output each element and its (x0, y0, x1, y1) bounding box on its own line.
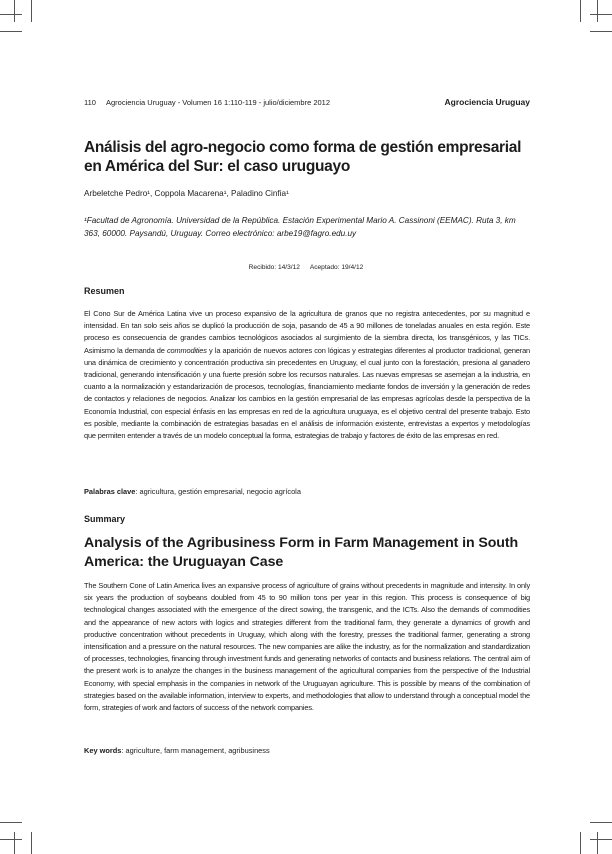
crop-mark (0, 839, 22, 840)
summary-text: The Southern Cone of Latin America lives an expansive process of agriculture of grains without precedents in magnitude and intensity. In only six years the production of soybeans doubled from 45 to 90 million tons per year in this region. This process is consequence of big technological changes associated with the emergence of the direct sowing, the transgenic, and the ICTs. Also the demands of commodities and the appearance of new actors with logics and strategies different from the traditional farm, they generate a dynamics of growth and productive concentration without precedents in Uruguay, which along with the forestry, presses the traditional farmer, generating a strong intensification and a pressure on the natural resources. The new companies are alike the industry, as for the normalization and standardization of processes, technologies, financing through investment funds and generating networks of contacts and business relations. The central aim of the present work is to analyze the changes in the business management of the agricultural companies from the perspective of the Industrial Economy, with special emphasis in the companies in network of the Uruguayan agriculture. This is possible by means of the combination of strategies based on the available information, interview to experts, and methodologies that allow to understand through a conceptual model the form, strategies of work and factors of success of the network companies. (84, 581, 530, 713)
resumen-heading: Resumen (84, 286, 125, 296)
crop-mark (0, 14, 22, 15)
crop-mark (0, 822, 22, 823)
crop-mark (14, 0, 15, 22)
page-number: 110 (84, 98, 96, 107)
resumen-text-italic: commodities (166, 345, 207, 355)
resumen-text-part: y la aparición de nuevos actores con lógicas y estrategias diferentes al productor tradicional, generan una dinámica de crecimiento y concentración productiva sin precedentes en Uruguay, el cual junto con la forestación, presiona al ganadero tradicional, generando intensificación y una fuerte presión sobre los recursos naturales. Las nuevas empresas se asemejan a la industria, en cuanto a la normalización y estandarización de procesos, tecnologías, financiamiento mediante fondos de inversión y la generación de redes de contactos y relaciones de negocios. Analizar los cambios en la gestión empresarial de las empresas agrícolas desde la perspectiva de la Economía Industrial, con especial énfasis en las empresas en red de la agricultura uruguaya, es el objetivo central del presente trabajo. Esto es posible, mediante la combinación de estrategias basadas en el análisis de información existente, entrevistas a expertos y metodologías que permiten entender a través de un modelo conceptual la forma, estrategias de trabajo y factores de éxito de las empresas en red. (84, 345, 530, 441)
crop-mark (0, 31, 22, 32)
article-title-es: Análisis del agro-negocio como forma de gestión empresarial en América del Sur: el caso uruguayo (84, 139, 522, 175)
keywords-label: Palabras clave (84, 487, 136, 496)
palabras-clave (84, 487, 301, 496)
keywords-label: Key words (84, 746, 122, 755)
received-date: Recibido: 14/3/12 (248, 264, 300, 271)
author-list: Arbeletche Pedro¹, Coppola Macarena¹, Paladino Cinfia¹ (84, 189, 289, 198)
accepted-date: Aceptado: 19/4/12 (309, 264, 364, 271)
crop-mark (590, 14, 612, 15)
crop-mark (31, 0, 32, 22)
resumen-text (84, 308, 530, 442)
running-header (84, 98, 530, 110)
crop-mark (590, 822, 612, 823)
crop-mark (580, 0, 581, 22)
key-words (84, 746, 270, 755)
article-title-en: Analysis of the Agribusiness Form in Farm Management in South America: the Uruguayan Case (84, 535, 519, 570)
submission-dates (0, 264, 612, 271)
resumen-text-part: El Cono Sur de América Latina vive un proceso expansivo de la agricultura de granos que no registra antecedentes, por su magnitud e intensidad. En tan solo seis años se duplicó la producción de soja, pasando de 45 a 90 millones de toneladas anuales en esta región. Este proceso es consecuencia de grandes cambios tecnológicos asociados al surgimiento de la siembra directa, los transgénicos, y las TICs. Asimismo la demanda de (84, 309, 530, 355)
crop-mark (590, 31, 612, 32)
crop-mark (590, 839, 612, 840)
crop-mark (597, 832, 598, 854)
affiliation: ¹Facultad de Agronomía. Universidad de la República. Estación Experimental Mario A. Cassinoni (EEMAC). Ruta 3, km 363, 60000. Paysandú, Uruguay. Correo electrónico: arbe19@fagro.edu.uy (84, 216, 516, 238)
crop-mark (31, 832, 32, 854)
crop-mark (14, 832, 15, 854)
crop-mark (597, 0, 598, 22)
summary-heading: Summary (84, 514, 126, 524)
keywords-list: : agricultura, gestión empresarial, negocio agrícola (135, 487, 301, 496)
keywords-list: : agriculture, farm management, agribusiness (121, 746, 270, 755)
journal-citation: Agrociencia Uruguay - Volumen 16 1:110-119 - julio/diciembre 2012 (106, 98, 331, 107)
journal-brand: Agrociencia Uruguay (444, 97, 530, 107)
crop-mark (580, 832, 581, 854)
